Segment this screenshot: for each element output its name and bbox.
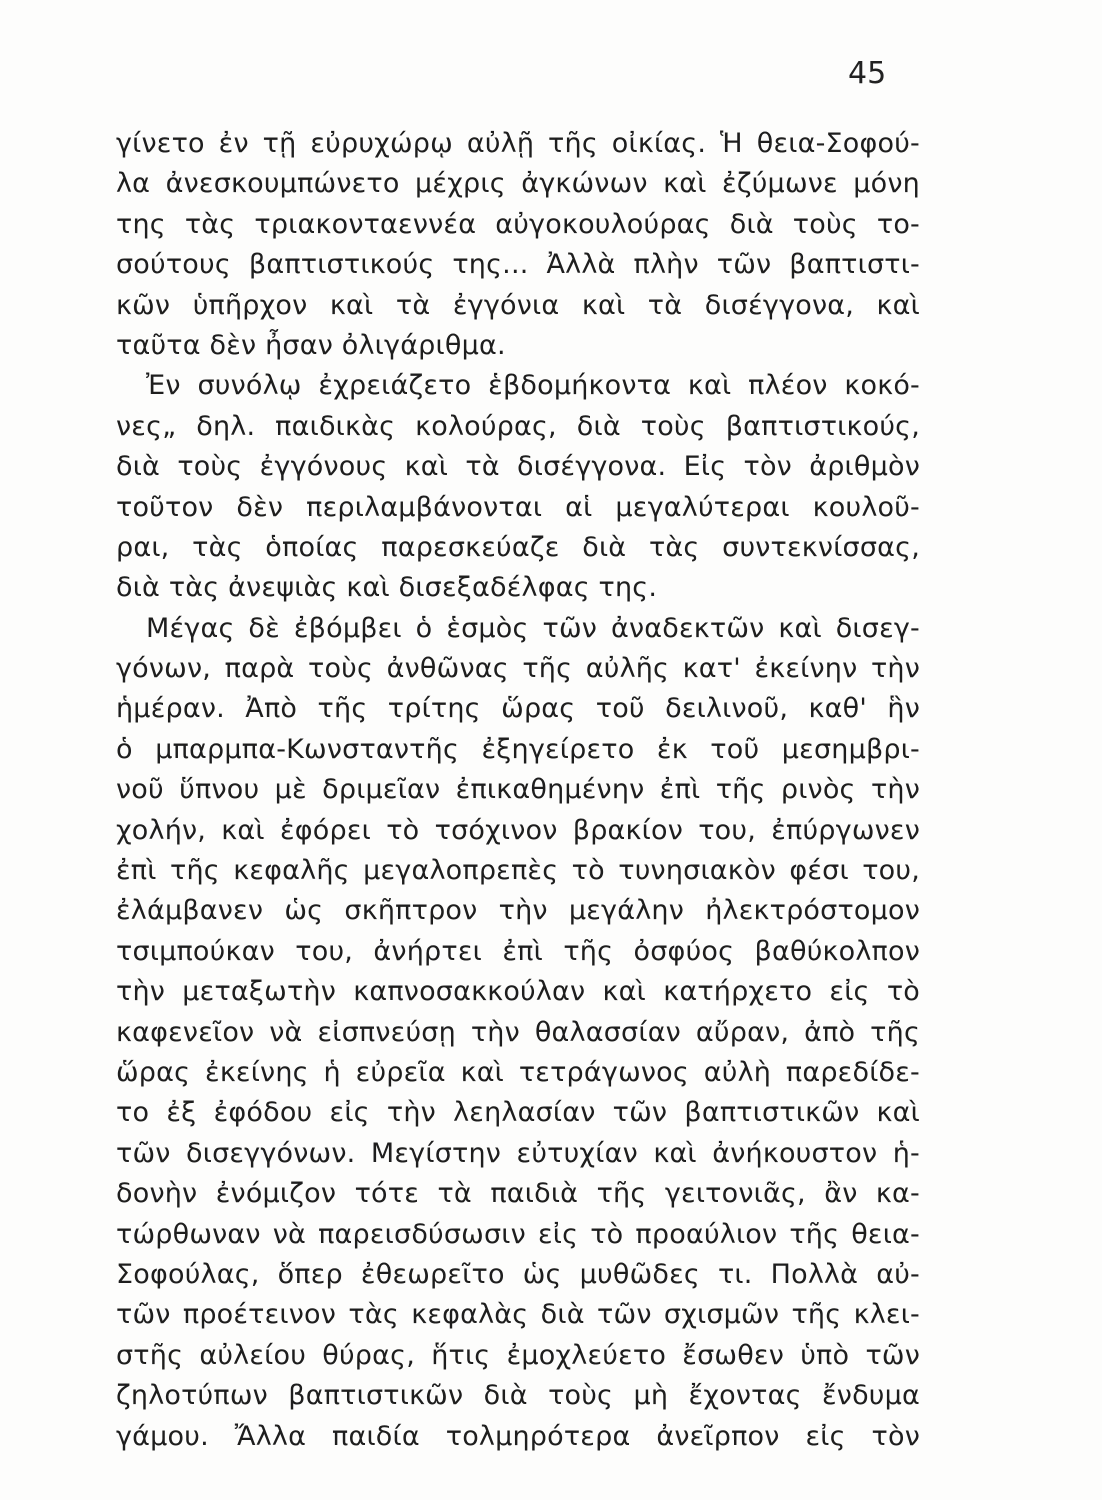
text-line: διὰ τὰς ἀνεψιὰς καὶ δισεξαδέλφας της. <box>116 572 658 604</box>
text-line: λα ἀνεσκουμπώνετο μέχρις ἀγκώνων καὶ ἐζύμωνε μόνη <box>116 168 920 200</box>
text-line: γόνων, παρὰ τοὺς ἀνθῶνας τῆς αὐλῆς κατ' ἐκείνην τὴν <box>116 653 920 685</box>
text-line: ὥρας ἐκείνης ἡ εὐρεῖα καὶ τετράγωνος αὐλὴ παρεδίδε- <box>116 1056 920 1088</box>
text-line: γίνετο ἐν τῇ εὐρυχώρῳ αὐλῇ τῆς οἰκίας. Ἡ θεια-Σοφού- <box>116 128 920 159</box>
text-line: τῶν δισεγγόνων. Μεγίστην εὐτυχίαν καὶ ἀνήκουστον ἡ- <box>116 1137 920 1169</box>
page-number: 45 <box>848 56 887 91</box>
text-line: τὴν μεταξωτὴν καπνοσακκούλαν καὶ κατήρχετο εἰς τὸ <box>116 976 920 1008</box>
text-line: τώρθωναν νὰ παρεισδύσωσιν εἰς τὸ προαύλιον τῆς θεια- <box>116 1218 920 1250</box>
text-line: σούτους βαπτιστικούς της... Ἀλλὰ πλὴν τῶν βαπτιστι- <box>116 249 920 281</box>
text-line: ζηλοτύπων βαπτιστικῶν διὰ τοὺς μὴ ἔχοντας ἔνδυμα <box>116 1380 920 1412</box>
text-line: Σοφούλας, ὅπερ ἐθεωρεῖτο ὡς μυθῶδες τι. Πολλὰ αὐ- <box>116 1258 920 1290</box>
text-line: κῶν ὑπῆρχον καὶ τὰ ἐγγόνια καὶ τὰ δισέγγονα, καὶ <box>116 289 920 321</box>
text-line: ὁ μπαρμπα-Κωνσταντῆς ἐξηγείρετο ἐκ τοῦ μεσημβρι- <box>116 733 920 765</box>
text-line: ραι, τὰς ὁποίας παρεσκεύαζε διὰ τὰς συντεκνίσσας, <box>116 531 920 563</box>
text-line: ταῦτα δὲν ἦσαν ὀλιγάριθμα. <box>116 329 506 361</box>
text-line: το ἐξ ἐφόδου εἰς τὴν λεηλασίαν τῶν βαπτιστικῶν καὶ <box>116 1097 920 1129</box>
text-line: νοῦ ὕπνου μὲ δριμεῖαν ἐπικαθημένην ἐπὶ τῆς ρινὸς τὴν <box>116 774 920 806</box>
text-line: ἐλάμβανεν ὡς σκῆπτρον τὴν μεγάλην ἠλεκτρόστομον <box>116 895 920 927</box>
text-line: τῶν προέτεινον τὰς κεφαλὰς διὰ τῶν σχισμῶν τῆς κλει- <box>116 1299 920 1331</box>
text-line: στῆς αὐλείου θύρας, ἥτις ἐμοχλεύετο ἔσωθεν ὑπὸ τῶν <box>116 1339 920 1371</box>
text-line: της τὰς τριακονταεννέα αὐγοκουλούρας διὰ τοὺς το- <box>116 208 920 240</box>
text-line: χολήν, καὶ ἐφόρει τὸ τσόχινον βρακίον του, ἐπύργωνεν <box>116 814 920 846</box>
paragraph-first-line: Ἐν συνόλῳ ἐχρειάζετο ἑβδομήκοντα καὶ πλέον κοκό- <box>146 370 920 402</box>
text-line: τοῦτον δὲν περιλαμβάνονται αἱ μεγαλύτεραι κουλοῦ- <box>116 491 920 523</box>
text-line: δονὴν ἐνόμιζον τότε τὰ παιδιὰ τῆς γειτονιᾶς, ἂν κα- <box>116 1178 920 1210</box>
paragraph-first-line: Μέγας δὲ ἐβόμβει ὁ ἑσμὸς τῶν ἀναδεκτῶν καὶ δισεγ- <box>146 612 920 644</box>
text-line: νες„ δηλ. παιδικὰς κολούρας, διὰ τοὺς βαπτιστικούς, <box>116 410 920 442</box>
text-line: ἡμέραν. Ἀπὸ τῆς τρίτης ὥρας τοῦ δειλινοῦ, καθ' ἣν <box>116 693 920 725</box>
body-text <box>116 124 920 1457</box>
text-line: ἐπὶ τῆς κεφαλῆς μεγαλοπρεπὲς τὸ τυνησιακὸν φέσι του, <box>116 855 920 887</box>
text-line: γάμου. Ἄλλα παιδία τολμηρότερα ἀνεῖρπον εἰς τὸν <box>116 1420 920 1452</box>
text-line: διὰ τοὺς ἐγγόνους καὶ τὰ δισέγγονα. Εἰς τὸν ἀριθμὸν <box>116 451 920 483</box>
text-line: τσιμπούκαν του, ἀνήρτει ἐπὶ τῆς ὀσφύος βαθύκολπον <box>116 935 920 967</box>
text-line: καφενεῖον νὰ εἰσπνεύσῃ τὴν θαλασσίαν αὔραν, ἀπὸ τῆς <box>116 1016 920 1048</box>
